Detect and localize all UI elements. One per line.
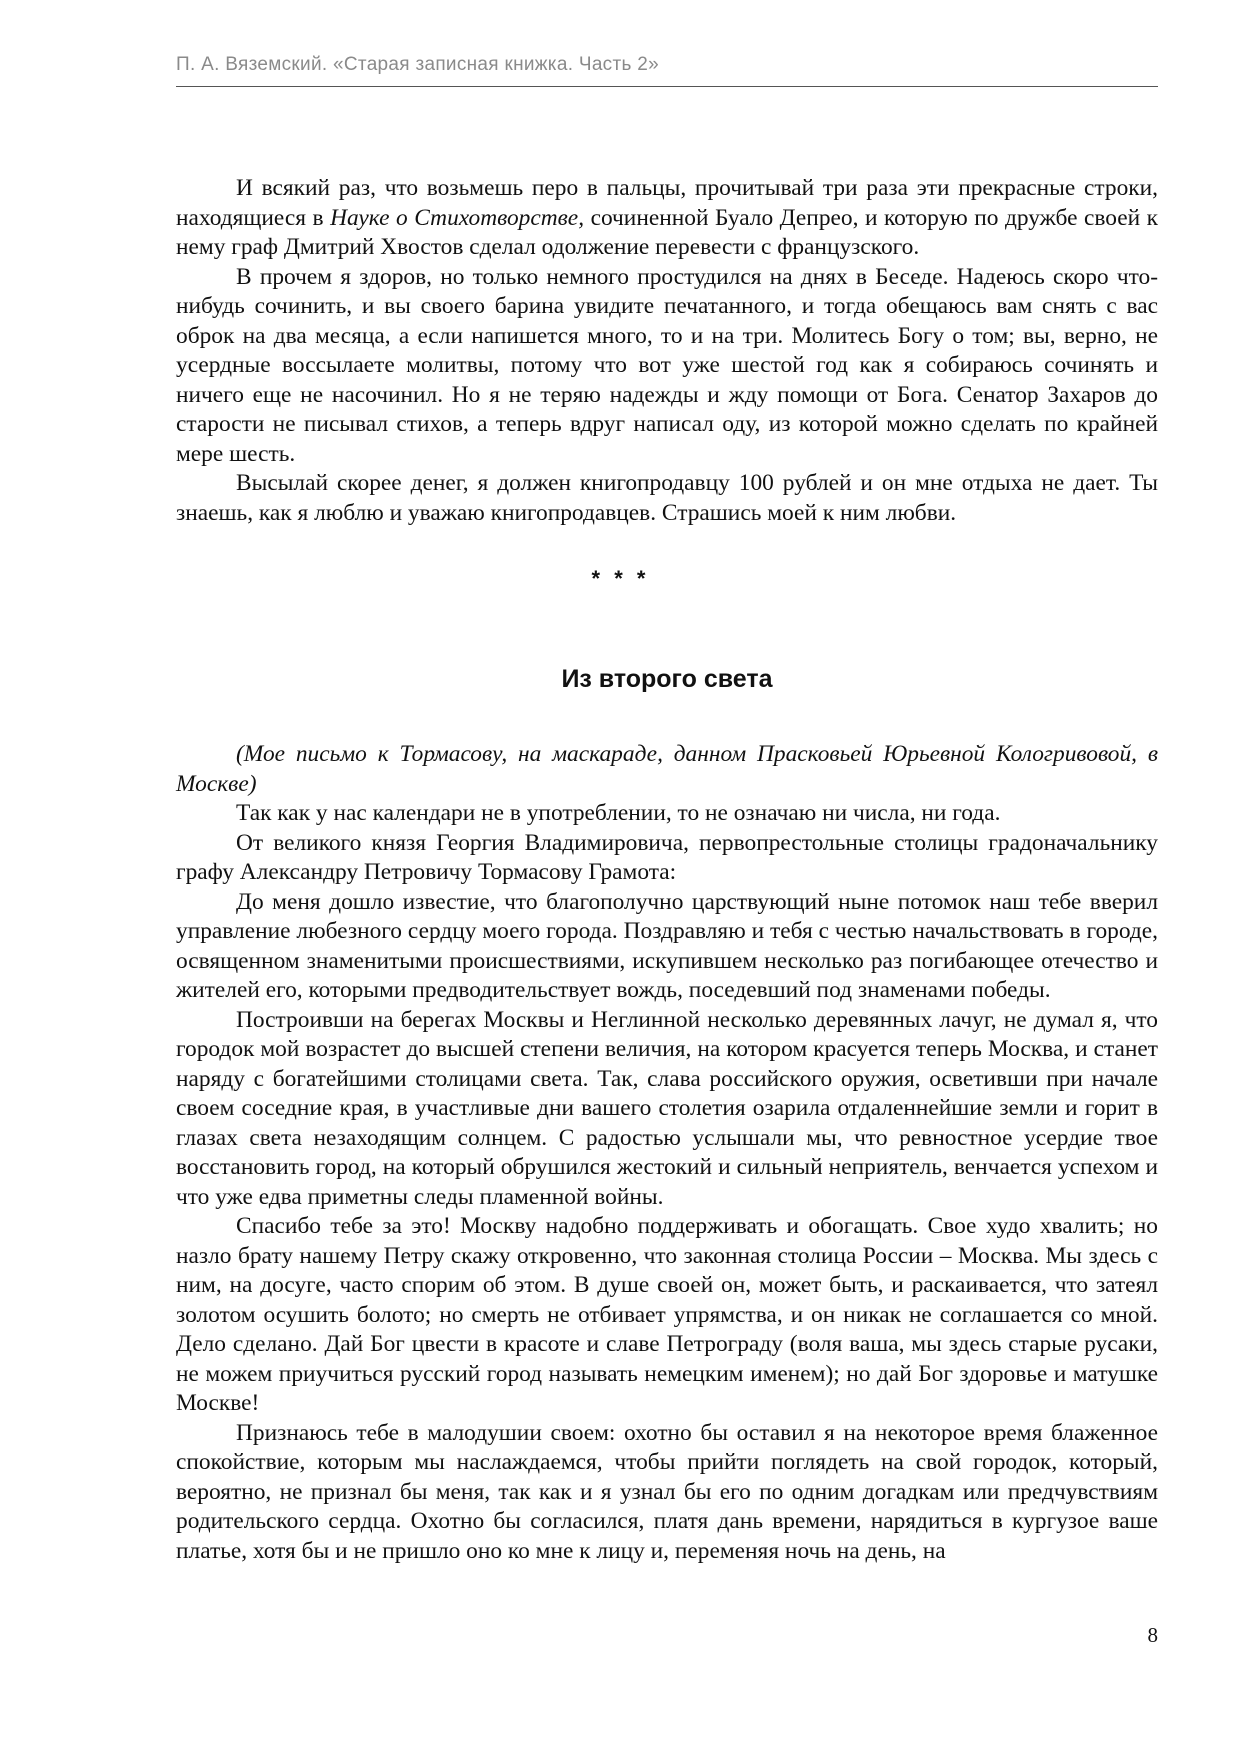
- paragraph: От великого князя Георгия Владимировича, первопрестольные столицы градоначальнику графу Александру Петровичу Тормасову Грамота:: [176, 829, 1158, 885]
- paragraph: Спасибо тебе за это! Москву надобно поддерживать и обогащать. Свое худо хвалить; но назло брату нашему Петру скажу откровенно, что законная столица России – Москва. Мы здесь с ним, на досуге, часто спорим об этом. В душе своей он, может быть, и раскаивается, что затеял золотом осушить болото; но смерть не отбивает упрямства, и он никак не соглашается со мной. Дело сделано. Дай Бог цвести в красоте и славе Петрограду (воля ваша, мы здесь старые русаки, не можем приучиться русский город называть немецким именем); но дай Бог здоровье и матушке Москве!: [176, 1213, 1158, 1416]
- section-separator: * * *: [591, 566, 650, 591]
- paragraph: До меня дошло известие, что благополучно царствующий ныне потомок наш тебе вверил управление любезного сердцу моего города. Поздравляю и тебя с честью начальствовать в городе, освященном знаменитыми происшествиями, искупившем несколько раз погибающее отечество и жителей его, которыми предводительствует вождь, поседевший под знаменами победы.: [176, 888, 1158, 1003]
- paragraph: Построивши на берегах Москвы и Неглинной несколько деревянных лачуг, не думал я, что городок мой возрастет до высшей степени величия, на котором красуется теперь Москва, и станет наряду с богатейшими столицами света. Так, слава российского оружия, осветивши при начале своем соседние края, в участливые дни вашего столетия озарила отдаленнейшие земли и горит в глазах света незаходящим солнцем. С радостью услышали мы, что ревностное усердие твое восстановить город, на который обрушился жестокий и сильный неприятель, венчается успехом и что уже едва приметны следы пламенной войны.: [176, 1006, 1158, 1210]
- paragraph: [176, 174, 1158, 263]
- paragraph: Высылай скорее денег, я должен книгопродавцу 100 рублей и он мне отдыха не дает. Ты знаешь, как я люблю и уважаю книгопродавцев. Страшись моей к ним любви.: [176, 470, 1158, 526]
- italic-book-title: Науке о Стихотворстве,: [330, 204, 585, 231]
- paragraph: Так как у нас календари не в употреблении, то не означаю ни числа, ни года.: [236, 800, 1001, 826]
- paragraph: В прочем я здоров, но только немного простудился на днях в Беседе. Надеюсь скоро что-нибудь сочинить, и вы своего барина увидите печатанного, и тогда обещаюсь вам снять с вас оброк на два месяца, а если напишется много, то и на три. Молитесь Богу о том; вы, верно, не усердные воссылаете молитвы, потому что вот уже шестой год как я собираюсь сочинять и ничего еще не насочинил. Но я не теряю надежды и жду помощи от Бога. Сенатор Захаров до старости не писывал стихов, а теперь вдруг написал оду, из которой можно сделать по крайней мере шесть.: [176, 263, 1158, 467]
- running-header: П. А. Вяземский. «Старая записная книжка. Часть 2»: [176, 54, 659, 75]
- section-title: Из второго света: [561, 665, 773, 693]
- paragraph: Признаюсь тебе в малодушии своем: охотно бы оставил я на некоторое время блаженное спокойствие, которым мы наслаждаемся, чтобы прийти поглядеть на свой городок, который, вероятно, не признал бы меня, так как и я узнал бы его по одним догадкам или предчувствиям родительского сердца. Охотно бы согласился, платя дань времени, нарядиться в кургузое ваше платье, хотя бы и не пришло оно ко мне к лицу и, переменяя ночь на день, на: [176, 1419, 1158, 1564]
- epigraph: (Мое письмо к Тормасову, на маскараде, данном Прасковьей Юрьевной Кологривовой, в Москве): [176, 741, 1158, 797]
- paragraph-text: И всякий раз, что возьмешь перо в пальцы, прочитывай три раза эти прекрасные строки, находящиеся в: [176, 175, 1158, 231]
- paragraph-text: сочиненной Буало Депрео, и которую по дружбе своей к нему граф Дмитрий Хвостов сделал одолжение перевести с французского.: [176, 204, 1159, 260]
- header-rule: [176, 86, 1158, 87]
- page-number: 8: [1147, 1623, 1158, 1647]
- letter-text-block: [176, 174, 1158, 528]
- section-text-block: [176, 740, 1158, 1566]
